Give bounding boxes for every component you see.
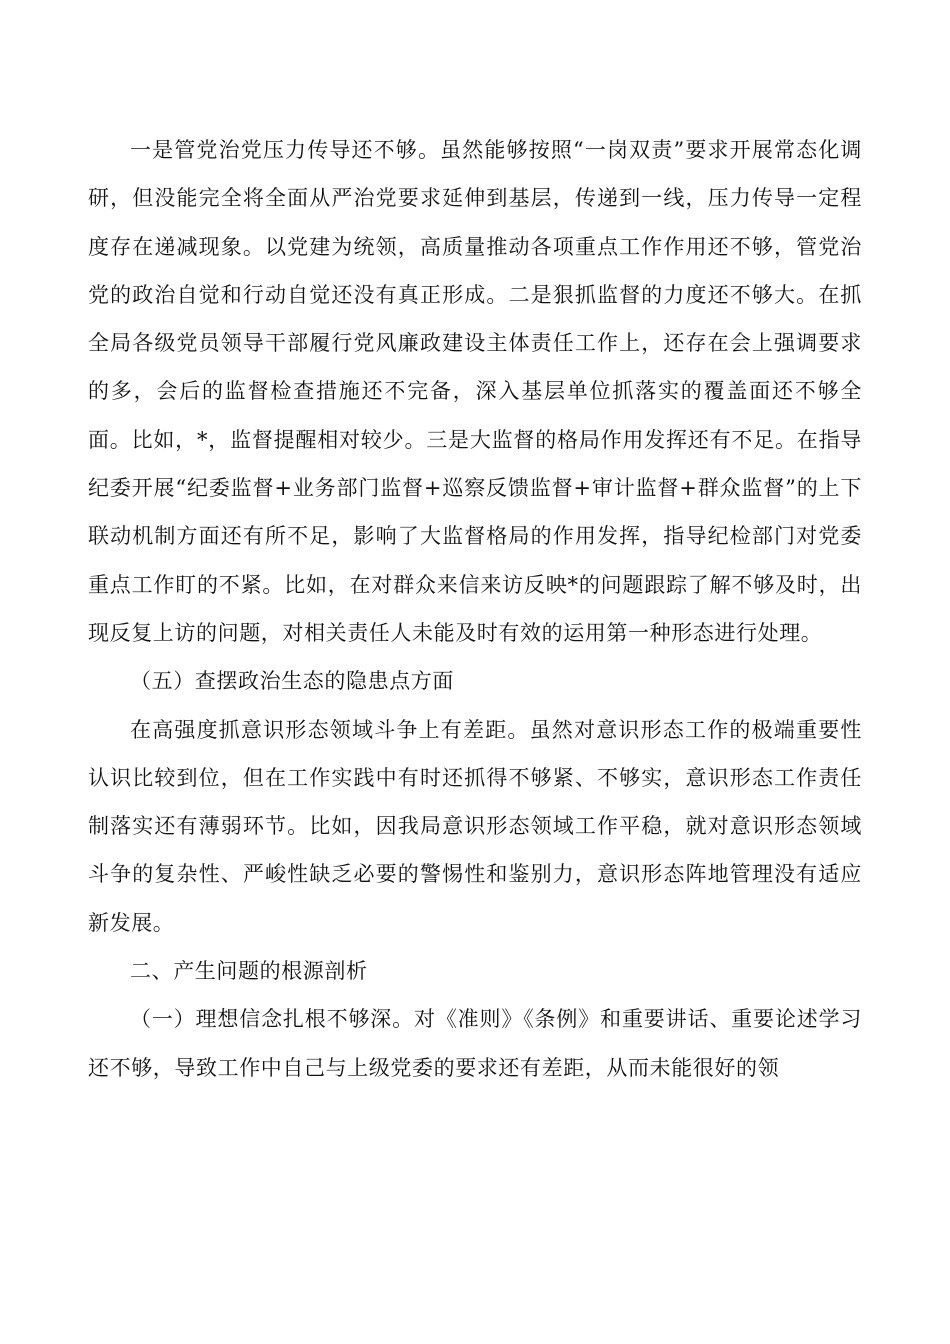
document-body (88, 126, 862, 1092)
paragraph-ideals-beliefs: （一）理想信念扎根不够深。对《准则》《条例》和重要讲话、重要论述学习还不够，导致工作中自己与上级党委的要求还有差距，从而未能很好的领 (88, 1007, 862, 1080)
section-heading-root-cause-analysis: 二、产生问题的根源剖析 (130, 959, 368, 984)
section-heading-political-ecology: （五）查摆政治生态的隐患点方面 (130, 669, 454, 694)
paragraph-party-governance-issues: 一是管党治党压力传导还不够。虽然能够按照“一岗双责”要求开展常态化调研，但没能完全将全面从严治党要求延伸到基层，传递到一线，压力传导一定程度存在递减现象。以党建为统领，高质量推动各项重点工作作用还不够，管党治党的政治自觉和行动自觉还没有真正形成。二是狠抓监督的力度还不够大。在抓全局各级党员领导干部履行党风廉政建设主体责任工作上，还存在会上强调要求的多，会后的监督检查措施还不完备，深入基层单位抓落实的覆盖面还不够全面。比如，*，监督提醒相对较少。三是大监督的格局作用发挥还有不足。在指导纪委开展“纪委监督+业务部门监督+巡察反馈监督+审计监督+群众监督”的上下联动机制方面还有所不足，影响了大监督格局的作用发挥，指导纪检部门对党委重点工作盯的不紧。比如，在对群众来信来访反映*的问题跟踪了解不够及时，出现反复上访的问题，对相关责任人未能及时有效的运用第一种形态进行处理。 (88, 138, 862, 645)
paragraph-ideology-work: 在高强度抓意识形态领域斗争上有差距。虽然对意识形态工作的极端重要性认识比较到位，但在工作实践中有时还抓得不够紧、不够实，意识形态工作责任制落实还有薄弱环节。比如，因我局意识形态领域工作平稳，就对意识形态领域斗争的复杂性、严峻性缺乏必要的警惕性和鉴别力，意识形态阵地管理没有适应新发展。 (88, 717, 862, 935)
